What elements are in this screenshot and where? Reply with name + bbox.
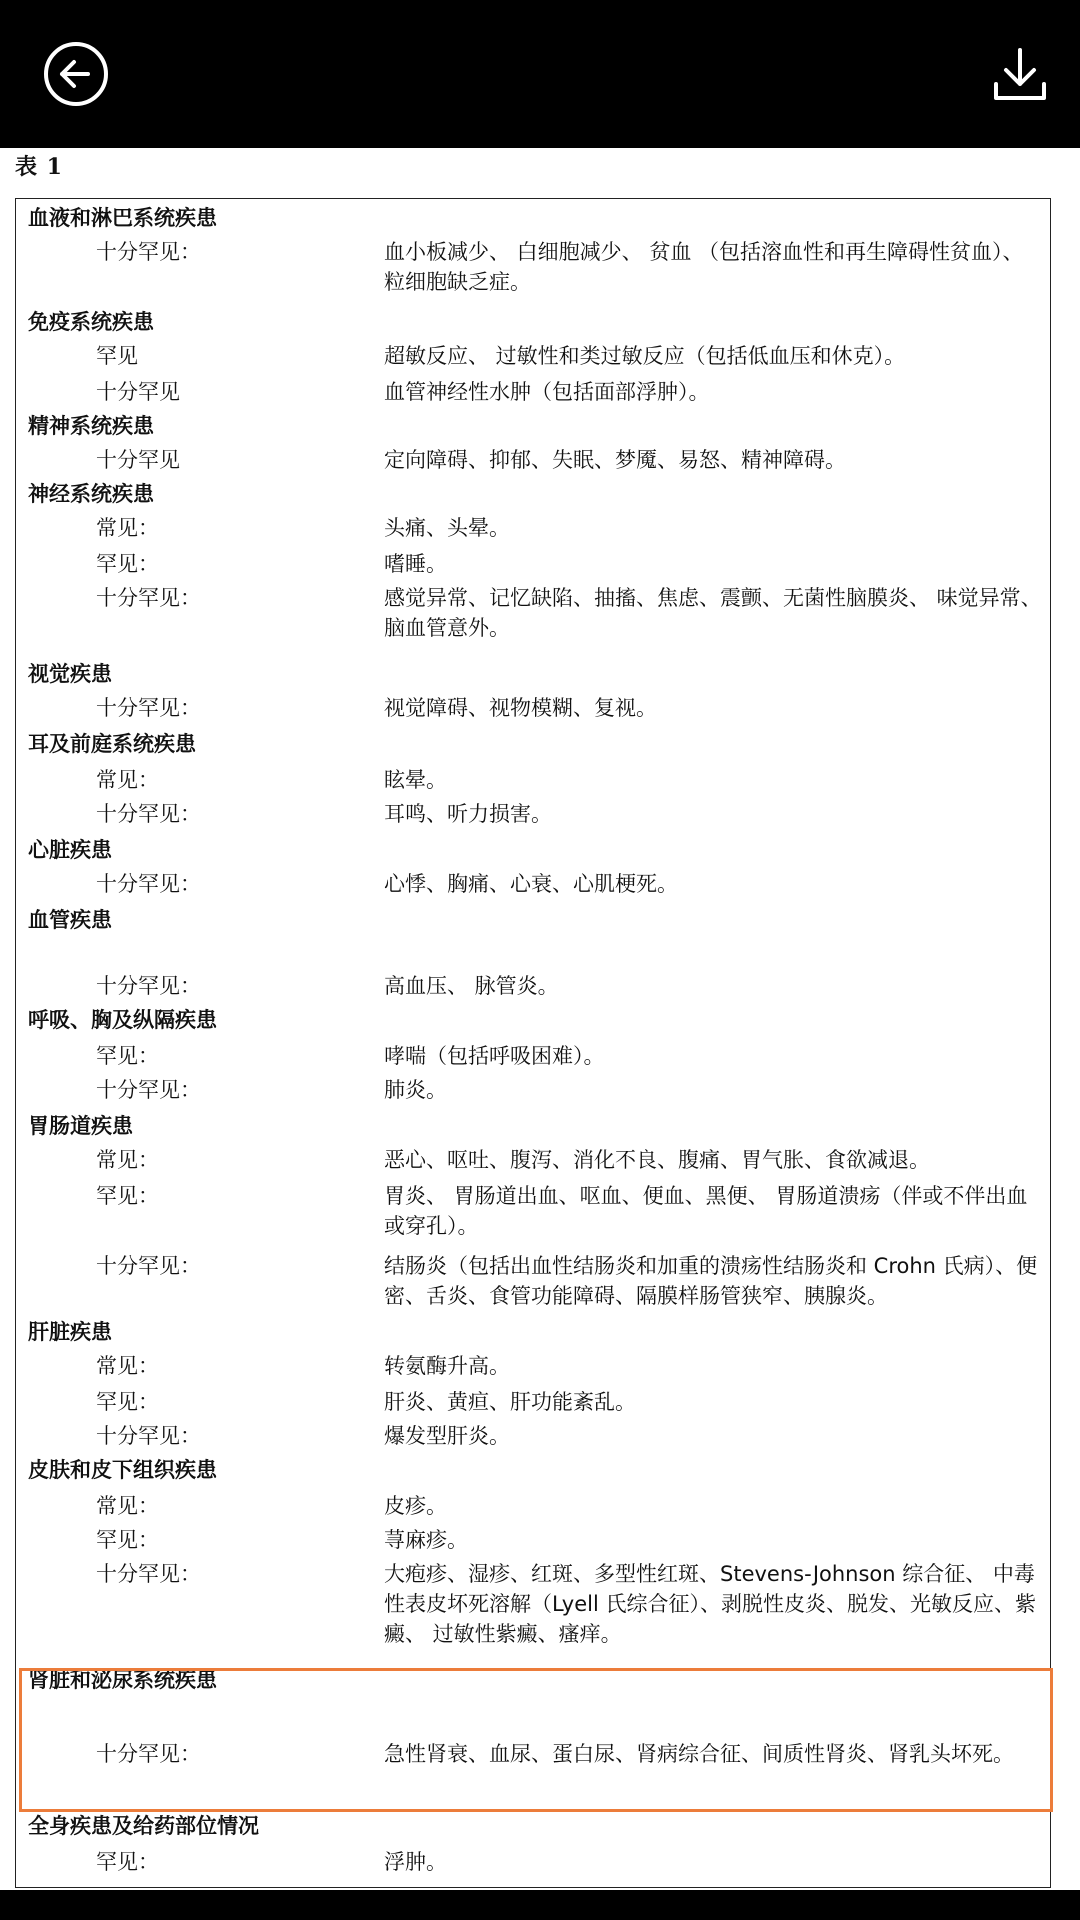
reaction-description: 耳鸣、听力损害。: [384, 802, 552, 826]
category-heading: 血液和淋巴系统疾患: [28, 205, 217, 230]
back-arrow-circle-icon[interactable]: [40, 38, 112, 110]
reaction-description: 哮喘（包括呼吸困难）。: [384, 1044, 605, 1068]
category-heading: 全身疾患及给药部位情况: [28, 1813, 259, 1838]
frequency-label: 罕见：: [96, 1390, 159, 1414]
frequency-label: 十分罕见：: [96, 1078, 201, 1102]
table-title: 表 1: [15, 154, 63, 180]
frequency-label: 十分罕见：: [96, 696, 201, 720]
category-heading: 胃肠道疾患: [28, 1113, 133, 1138]
reaction-description: 血小板减少、 白细胞减少、 贫血 （包括溶血性和再生障碍性贫血）、粒细胞缺乏症。: [384, 240, 1024, 294]
top-toolbar: [0, 0, 1080, 148]
frequency-label: 常见：: [96, 516, 159, 540]
frequency-label: 常见：: [96, 1148, 159, 1172]
frequency-label: 十分罕见：: [96, 240, 201, 264]
frequency-label: 十分罕见：: [96, 802, 201, 826]
frequency-label: 十分罕见: [96, 448, 180, 472]
adverse-reactions-table: [15, 198, 1051, 1888]
bottom-bar: [0, 1890, 1080, 1920]
reaction-description: 结肠炎（包括出血性结肠炎和加重的溃疡性结肠炎和 Crohn 氏病）、便密、舌炎、食管功能障碍、隔膜样肠管狭窄、胰腺炎。: [384, 1254, 1038, 1308]
category-heading: 视觉疾患: [28, 661, 112, 686]
category-heading: 肝脏疾患: [28, 1319, 112, 1344]
reaction-description: 血管神经性水肿（包括面部浮肿）。: [384, 380, 710, 404]
reaction-description: 定向障碍、抑郁、失眠、梦魇、易怒、精神障碍。: [384, 448, 846, 472]
category-heading: 神经系统疾患: [28, 481, 154, 506]
category-heading: 呼吸、胸及纵隔疾患: [28, 1007, 217, 1032]
reaction-description: 眩晕。: [384, 768, 447, 792]
frequency-label: 十分罕见：: [96, 1254, 201, 1278]
frequency-label: 十分罕见: [96, 380, 180, 404]
reaction-description: 心悸、胸痛、心衰、心肌梗死。: [384, 872, 678, 896]
reaction-description: 荨麻疹。: [384, 1528, 468, 1552]
frequency-label: 常见：: [96, 1494, 159, 1518]
reaction-description: 爆发型肝炎。: [384, 1424, 510, 1448]
download-icon[interactable]: [984, 40, 1056, 112]
frequency-label: 罕见：: [96, 1184, 159, 1208]
category-heading: 耳及前庭系统疾患: [28, 731, 196, 756]
frequency-label: 十分罕见：: [96, 586, 201, 610]
frequency-label: 十分罕见：: [96, 872, 201, 896]
reaction-description: 急性肾衰、血尿、蛋白尿、肾病综合征、间质性肾炎、肾乳头坏死。: [384, 1742, 1014, 1766]
frequency-label: 常见：: [96, 768, 159, 792]
reaction-description: 肝炎、黄疸、肝功能紊乱。: [384, 1390, 636, 1414]
category-heading: 精神系统疾患: [28, 413, 154, 438]
reaction-description: 感觉异常、记忆缺陷、抽搐、焦虑、震颤、无菌性脑膜炎、 味觉异常、 脑血管意外。: [384, 586, 1042, 640]
frequency-label: 罕见: [96, 344, 138, 368]
reaction-description: 头痛、头晕。: [384, 516, 510, 540]
frequency-label: 罕见：: [96, 1850, 159, 1874]
reaction-description: 转氨酶升高。: [384, 1354, 510, 1378]
frequency-label: 十分罕见：: [96, 974, 201, 998]
reaction-description: 恶心、呕吐、腹泻、消化不良、腹痛、胃气胀、食欲减退。: [384, 1148, 930, 1172]
reaction-description: 浮肿。: [384, 1850, 447, 1874]
frequency-label: 十分罕见：: [96, 1424, 201, 1448]
reaction-description: 大疱疹、湿疹、红斑、多型性红斑、Stevens-Johnson 综合征、 中毒性表皮坏死溶解（Lyell 氏综合征）、剥脱性皮炎、脱发、光敏反应、紫癜、 过敏性紫癜、瘙痒。: [384, 1562, 1036, 1646]
reaction-description: 高血压、 脉管炎。: [384, 974, 559, 998]
frequency-label: 罕见：: [96, 1528, 159, 1552]
reaction-description: 超敏反应、 过敏性和类过敏反应（包括低血压和休克）。: [384, 344, 906, 368]
frequency-label: 罕见：: [96, 1044, 159, 1068]
frequency-label: 十分罕见：: [96, 1562, 201, 1586]
category-heading: 皮肤和皮下组织疾患: [28, 1457, 217, 1482]
frequency-label: 十分罕见：: [96, 1742, 201, 1766]
category-heading: 免疫系统疾患: [28, 309, 154, 334]
reaction-description: 嗜睡。: [384, 552, 447, 576]
category-heading: 心脏疾患: [28, 837, 112, 862]
reaction-description: 胃炎、 胃肠道出血、呕血、便血、黑便、 胃肠道溃疡（伴或不伴出血或穿孔）。: [384, 1184, 1028, 1238]
frequency-label: 罕见：: [96, 552, 159, 576]
reaction-description: 视觉障碍、视物模糊、复视。: [384, 696, 657, 720]
frequency-label: 常见：: [96, 1354, 159, 1378]
category-heading: 肾脏和泌尿系统疾患: [28, 1667, 217, 1692]
reaction-description: 肺炎。: [384, 1078, 447, 1102]
category-heading: 血管疾患: [28, 907, 112, 932]
reaction-description: 皮疹。: [384, 1494, 447, 1518]
